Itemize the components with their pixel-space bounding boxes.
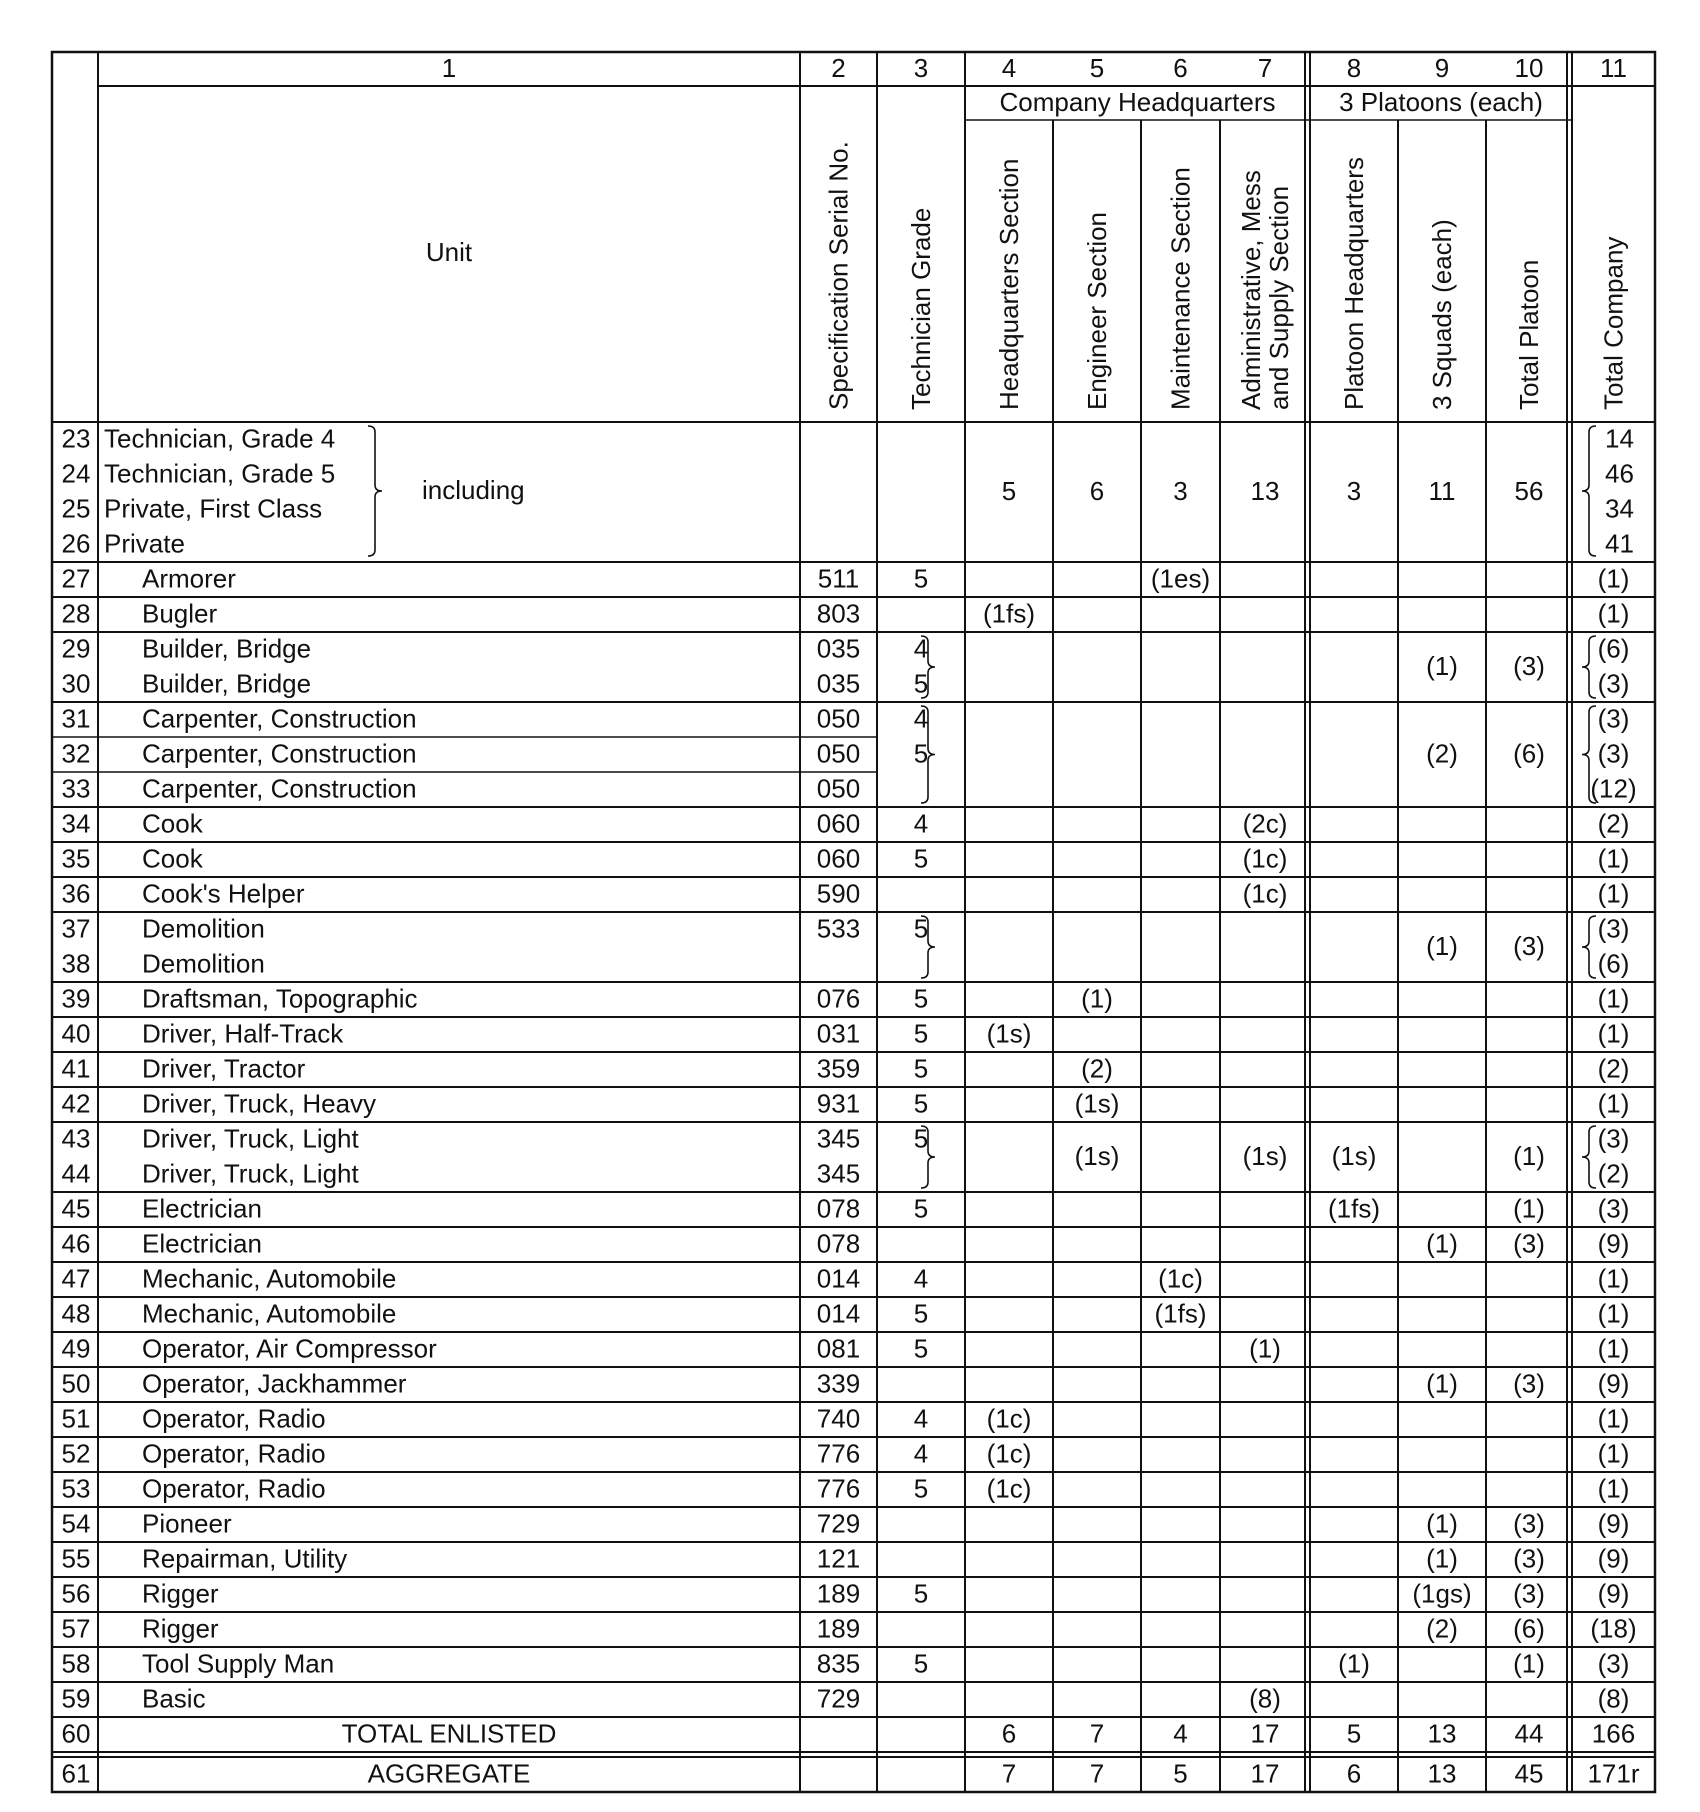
value-maint: (1fs) (1154, 1298, 1207, 1329)
spec-serial-value: 014 (816, 1263, 861, 1294)
spec-serial-value: 035 (816, 633, 861, 664)
technician-grade-value: 5 (913, 1053, 929, 1084)
row-number-42: 42 (61, 1088, 91, 1119)
value-totpl: (3) (1513, 1543, 1545, 1574)
total-company-value: (9) (1597, 1578, 1630, 1609)
aggregate-value-totpl: 45 (1514, 1758, 1544, 1789)
unit-name: Demolition (142, 948, 265, 979)
merged-value-totpl: (3) (1513, 650, 1545, 681)
total-company-value: (1) (1597, 983, 1630, 1014)
total-company-value: (1) (1597, 1403, 1630, 1434)
row-number-41: 41 (61, 1053, 91, 1084)
technician-grade-value: 4 (913, 1403, 929, 1434)
company-headquarters-label: Company Headquarters (999, 86, 1276, 117)
row-number-57: 57 (61, 1613, 91, 1644)
total-value-plhq: 5 (1346, 1718, 1362, 1749)
unit-name: Driver, Half-Track (142, 1018, 344, 1049)
value-squads: (2) (1426, 1613, 1458, 1644)
row-number-23: 23 (61, 423, 91, 454)
value-squads: (1) (1426, 1508, 1458, 1539)
merged-value-squads: (1) (1426, 650, 1458, 681)
row-number-33: 33 (61, 773, 91, 804)
value-admin: (1c) (1242, 843, 1288, 874)
row-number-51: 51 (61, 1403, 91, 1434)
column-number-4: 4 (1001, 52, 1017, 83)
technician-grade-value: 5 (913, 843, 929, 874)
aggregate-value-hq: 7 (1001, 1758, 1017, 1789)
total-value-maint: 4 (1173, 1718, 1188, 1749)
unit-name: Operator, Jackhammer (142, 1368, 407, 1399)
technician-grade-value: 5 (913, 913, 929, 944)
admin-section-header-line1: Administrative, Mess (1236, 170, 1266, 410)
block-value-plhq: 3 (1346, 475, 1362, 506)
total-company-value: (1) (1597, 843, 1630, 874)
unit-name: Carpenter, Construction (142, 738, 417, 769)
total-company-value: (2) (1597, 808, 1630, 839)
spec-serial-value: 776 (816, 1438, 861, 1469)
total-company-value: (3) (1597, 1193, 1630, 1224)
merged-value-totpl: (3) (1513, 930, 1545, 961)
total-company-value: (2) (1597, 1158, 1630, 1189)
unit-name: Cook's Helper (142, 878, 305, 909)
total-company-value: (1) (1597, 878, 1630, 909)
row-number-48: 48 (61, 1298, 91, 1329)
value-eng: (1s) (1074, 1088, 1120, 1119)
value-maint: (1es) (1150, 563, 1211, 594)
unit-name: Cook (142, 843, 203, 874)
spec-serial-value: 031 (816, 1018, 861, 1049)
unit-name: Driver, Truck, Light (142, 1123, 359, 1154)
unit-name: Carpenter, Construction (142, 703, 417, 734)
row-number-59: 59 (61, 1683, 91, 1714)
row-number-44: 44 (61, 1158, 91, 1189)
value-eng: (2) (1081, 1053, 1113, 1084)
row-number-26: 26 (61, 528, 91, 559)
value-hq: (1fs) (983, 598, 1035, 629)
technician-grade-value: 5 (913, 1333, 929, 1364)
merged-value-admin: (1s) (1242, 1140, 1288, 1171)
total-company-value: (1) (1597, 598, 1630, 629)
total-company-value: 34 (1605, 493, 1634, 524)
technician-grade-value: 5 (913, 738, 929, 769)
row-number-38: 38 (61, 948, 91, 979)
row-number-25: 25 (61, 493, 91, 524)
unit-name: Operator, Radio (142, 1473, 326, 1504)
total-company-value: (6) (1597, 948, 1630, 979)
column-number-11: 11 (1600, 52, 1627, 83)
value-totpl: (3) (1513, 1368, 1545, 1399)
value-totpl: (1) (1513, 1648, 1545, 1679)
column-number-10: 10 (1514, 52, 1544, 83)
spec-serial-value: 740 (816, 1403, 861, 1434)
row-number-56: 56 (61, 1578, 91, 1609)
spec-serial-value: 776 (816, 1473, 861, 1504)
unit-name: Private (104, 528, 185, 559)
total-company-brace (1582, 426, 1596, 556)
spec-serial-value: 533 (816, 913, 861, 944)
maintenance-section-header: Maintenance Section (1165, 167, 1196, 410)
spec-serial-value: 729 (816, 1508, 861, 1539)
total-company-value: (18) (1590, 1613, 1637, 1644)
total-value-admin: 17 (1250, 1718, 1280, 1749)
total-company-value: (1) (1597, 1018, 1630, 1049)
total-company-value: (1) (1597, 1298, 1630, 1329)
row-number-35: 35 (61, 843, 91, 874)
row-number-34: 34 (61, 808, 91, 839)
total-company-brace (1582, 636, 1596, 698)
total-company-value: (1) (1597, 1473, 1630, 1504)
total-enlisted-label: TOTAL ENLISTED (341, 1718, 557, 1749)
spec-serial-value: 189 (816, 1578, 861, 1609)
merged-value-totpl: (6) (1513, 738, 1545, 769)
value-totpl: (3) (1513, 1228, 1545, 1259)
including-label: including (422, 474, 525, 505)
total-company-value: (2) (1597, 1053, 1630, 1084)
total-company-value: (9) (1597, 1228, 1630, 1259)
spec-serial-value: 035 (816, 668, 861, 699)
platoons-label: 3 Platoons (each) (1339, 86, 1543, 117)
column-number-2: 2 (831, 52, 846, 83)
aggregate-value-squads: 13 (1427, 1758, 1457, 1789)
value-admin: (2c) (1242, 808, 1288, 839)
row-number-55: 55 (61, 1543, 91, 1574)
total-company-value: (6) (1597, 633, 1630, 664)
total-value-squads: 13 (1427, 1718, 1457, 1749)
technician-grade-value: 4 (913, 703, 929, 734)
spec-serial-value: 345 (816, 1123, 861, 1154)
unit-name: Armorer (142, 563, 236, 594)
row-number-37: 37 (61, 913, 91, 944)
unit-name: Basic (142, 1683, 206, 1714)
block-value-maint: 3 (1173, 475, 1188, 506)
unit-name: Electrician (142, 1228, 262, 1259)
unit-name: Mechanic, Automobile (142, 1298, 397, 1329)
unit-name: Rigger (142, 1578, 219, 1609)
merged-value-squads: (2) (1426, 738, 1458, 769)
row-number-52: 52 (61, 1438, 91, 1469)
value-hq: (1c) (986, 1403, 1032, 1434)
spec-serial-value: 189 (816, 1613, 861, 1644)
total-company-value: (3) (1597, 668, 1630, 699)
total-company-value: (1) (1597, 1333, 1630, 1364)
total-platoon-header: Total Platoon (1514, 259, 1544, 410)
value-maint: (1c) (1158, 1263, 1203, 1294)
total-company-value: (1) (1597, 563, 1630, 594)
total-company-value: (3) (1597, 1123, 1630, 1154)
spec-serial-value: 835 (816, 1648, 861, 1679)
spec-serial-value: 803 (816, 598, 861, 629)
unit-name: Technician, Grade 4 (104, 423, 336, 454)
total-company-value: (1) (1597, 1438, 1630, 1469)
total-value-totpl: 44 (1514, 1718, 1544, 1749)
column-number-7: 7 (1257, 52, 1273, 83)
unit-name: Electrician (142, 1193, 262, 1224)
unit-name: Tool Supply Man (142, 1648, 335, 1679)
admin-section-header-line2: and Supply Section (1264, 185, 1294, 410)
unit-name: Draftsman, Topographic (142, 983, 418, 1014)
spec-serial-value: 050 (816, 738, 861, 769)
unit-name: Mechanic, Automobile (142, 1263, 397, 1294)
spec-serial-value: 339 (816, 1368, 861, 1399)
squads-header: 3 Squads (each) (1427, 219, 1457, 410)
row-number-32: 32 (61, 738, 91, 769)
technician-grade-header: Technician Grade (906, 207, 936, 410)
unit-name: Driver, Truck, Light (142, 1158, 359, 1189)
aggregate-value-plhq: 6 (1346, 1758, 1362, 1789)
value-hq: (1c) (986, 1473, 1032, 1504)
unit-name: Driver, Tractor (142, 1053, 306, 1084)
spec-serial-value: 078 (816, 1228, 861, 1259)
value-totpl: (3) (1513, 1578, 1545, 1609)
aggregate-value-admin: 17 (1250, 1758, 1280, 1789)
row-number-45: 45 (61, 1193, 91, 1224)
unit-name: Rigger (142, 1613, 219, 1644)
unit-name: Repairman, Utility (142, 1543, 348, 1574)
row-number-61: 61 (61, 1758, 91, 1789)
spec-serial-value: 590 (816, 878, 861, 909)
row-number-29: 29 (61, 633, 91, 664)
value-plhq: (1) (1338, 1648, 1370, 1679)
row-number-40: 40 (61, 1018, 91, 1049)
row-number-49: 49 (61, 1333, 91, 1364)
total-company-value: (3) (1597, 913, 1630, 944)
spec-serial-value: 078 (816, 1193, 861, 1224)
platoon-headquarters-header: Platoon Headquarters (1339, 157, 1369, 410)
column-number-1: 1 (441, 52, 457, 83)
technician-grade-value: 5 (913, 1193, 929, 1224)
spec-serial-value: 060 (816, 808, 861, 839)
total-company-value: (8) (1597, 1683, 1630, 1714)
total-company-brace (1582, 1126, 1596, 1188)
row-number-53: 53 (61, 1473, 91, 1504)
spec-serial-value: 359 (816, 1053, 861, 1084)
column-number-9: 9 (1434, 52, 1450, 83)
technician-grade-value: 4 (913, 808, 929, 839)
technician-grade-value: 5 (913, 1648, 929, 1679)
row-number-54: 54 (61, 1508, 91, 1539)
value-admin: (1) (1249, 1333, 1281, 1364)
unit-name: Driver, Truck, Heavy (142, 1088, 377, 1119)
row-number-46: 46 (61, 1228, 91, 1259)
spec-serial-value: 729 (816, 1683, 861, 1714)
row-number-28: 28 (61, 598, 91, 629)
value-squads: (1) (1426, 1228, 1458, 1259)
column-number-5: 5 (1089, 52, 1105, 83)
column-number-6: 6 (1173, 52, 1188, 83)
spec-serial-value: 081 (816, 1333, 861, 1364)
spec-serial-value: 050 (816, 773, 861, 804)
row-number-50: 50 (61, 1368, 91, 1399)
merged-value-squads: (1) (1426, 930, 1458, 961)
value-totpl: (6) (1513, 1613, 1545, 1644)
block-value-squads: 11 (1428, 475, 1456, 506)
row-number-39: 39 (61, 983, 91, 1014)
aggregate-value-totco: 171r (1587, 1758, 1640, 1789)
total-company-value: (3) (1597, 738, 1630, 769)
technician-grade-value: 5 (913, 1088, 929, 1119)
row-number-43: 43 (61, 1123, 91, 1154)
column-number-3: 3 (913, 52, 929, 83)
technician-grade-value: 4 (913, 1438, 929, 1469)
technician-grade-value: 5 (913, 1123, 929, 1154)
total-company-value: (9) (1597, 1543, 1630, 1574)
value-squads: (1gs) (1412, 1578, 1472, 1609)
merged-value-eng: (1s) (1074, 1140, 1120, 1171)
spec-serial-value: 050 (816, 703, 861, 734)
technician-grade-value: 5 (913, 668, 929, 699)
total-company-brace (1582, 916, 1596, 978)
aggregate-value-maint: 5 (1173, 1758, 1188, 1789)
spec-serial-header: Specification Serial No. (823, 141, 854, 410)
technician-grade-value: 5 (913, 563, 929, 594)
value-squads: (1) (1426, 1543, 1458, 1574)
technician-grade-value: 4 (913, 633, 929, 664)
column-number-8: 8 (1346, 52, 1362, 83)
aggregate-value-eng: 7 (1089, 1758, 1105, 1789)
technician-grade-value: 5 (913, 1298, 929, 1329)
total-company-header: Total Company (1598, 236, 1629, 410)
total-value-hq: 6 (1001, 1718, 1017, 1749)
value-hq: (1s) (986, 1018, 1032, 1049)
including-brace (368, 426, 382, 556)
unit-name: Demolition (142, 913, 265, 944)
value-hq: (1c) (986, 1438, 1032, 1469)
value-eng: (1) (1081, 983, 1113, 1014)
engineer-section-header: Engineer Section (1082, 211, 1112, 410)
block-value-hq: 5 (1001, 475, 1017, 506)
unit-name: Technician, Grade 5 (104, 458, 336, 489)
total-company-value: 41 (1605, 528, 1634, 559)
spec-serial-value: 345 (816, 1158, 861, 1189)
value-admin: (1c) (1242, 878, 1288, 909)
value-totpl: (3) (1513, 1508, 1545, 1539)
technician-grade-value: 5 (913, 1018, 929, 1049)
spec-serial-value: 121 (816, 1543, 861, 1574)
value-admin: (8) (1249, 1683, 1281, 1714)
total-company-value: (12) (1590, 773, 1637, 804)
technician-grade-value: 5 (913, 1578, 929, 1609)
unit-name: Builder, Bridge (142, 668, 312, 699)
unit-name: Builder, Bridge (142, 633, 312, 664)
block-value-admin: 13 (1250, 475, 1280, 506)
row-number-36: 36 (61, 878, 91, 909)
technician-grade-value: 5 (913, 1473, 929, 1504)
total-company-value: (9) (1597, 1508, 1630, 1539)
unit-label: Unit (425, 236, 473, 267)
spec-serial-value: 511 (817, 563, 860, 594)
row-number-58: 58 (61, 1648, 91, 1679)
unit-name: Bugler (142, 598, 218, 629)
total-company-value: (1) (1597, 1263, 1630, 1294)
row-number-30: 30 (61, 668, 91, 699)
row-number-27: 27 (61, 563, 91, 594)
value-squads: (1) (1426, 1368, 1458, 1399)
row-number-24: 24 (61, 458, 91, 489)
row-number-47: 47 (61, 1263, 91, 1294)
merged-value-totpl: (1) (1513, 1140, 1545, 1171)
unit-name: Operator, Radio (142, 1403, 326, 1434)
spec-serial-value: 076 (816, 983, 861, 1014)
technician-grade-value: 4 (913, 1263, 929, 1294)
spec-serial-value: 060 (816, 843, 861, 874)
value-totpl: (1) (1513, 1193, 1545, 1224)
unit-name: Pioneer (142, 1508, 232, 1539)
unit-name: Carpenter, Construction (142, 773, 417, 804)
headquarters-section-header: Headquarters Section (994, 158, 1024, 410)
total-company-value: (9) (1597, 1368, 1630, 1399)
aggregate-label: AGGREGATE (367, 1758, 531, 1789)
row-number-60: 60 (61, 1718, 91, 1749)
total-company-value: (3) (1597, 703, 1630, 734)
total-company-value: 14 (1605, 423, 1634, 454)
total-company-value: (1) (1597, 1088, 1630, 1119)
total-company-value: 46 (1605, 458, 1634, 489)
total-company-value: (3) (1597, 1648, 1630, 1679)
merged-value-plhq: (1s) (1331, 1140, 1377, 1171)
value-plhq: (1fs) (1328, 1193, 1380, 1224)
unit-name: Operator, Radio (142, 1438, 326, 1469)
block-value-eng: 6 (1089, 475, 1105, 506)
technician-grade-value: 5 (913, 983, 929, 1014)
spec-serial-value: 931 (816, 1088, 861, 1119)
unit-name: Operator, Air Compressor (142, 1333, 437, 1364)
total-value-totco: 166 (1591, 1718, 1636, 1749)
unit-name: Private, First Class (104, 493, 323, 524)
block-value-totpl: 56 (1514, 475, 1544, 506)
spec-serial-value: 014 (816, 1298, 861, 1329)
total-value-eng: 7 (1089, 1718, 1105, 1749)
row-number-31: 31 (61, 703, 91, 734)
unit-name: Cook (142, 808, 203, 839)
